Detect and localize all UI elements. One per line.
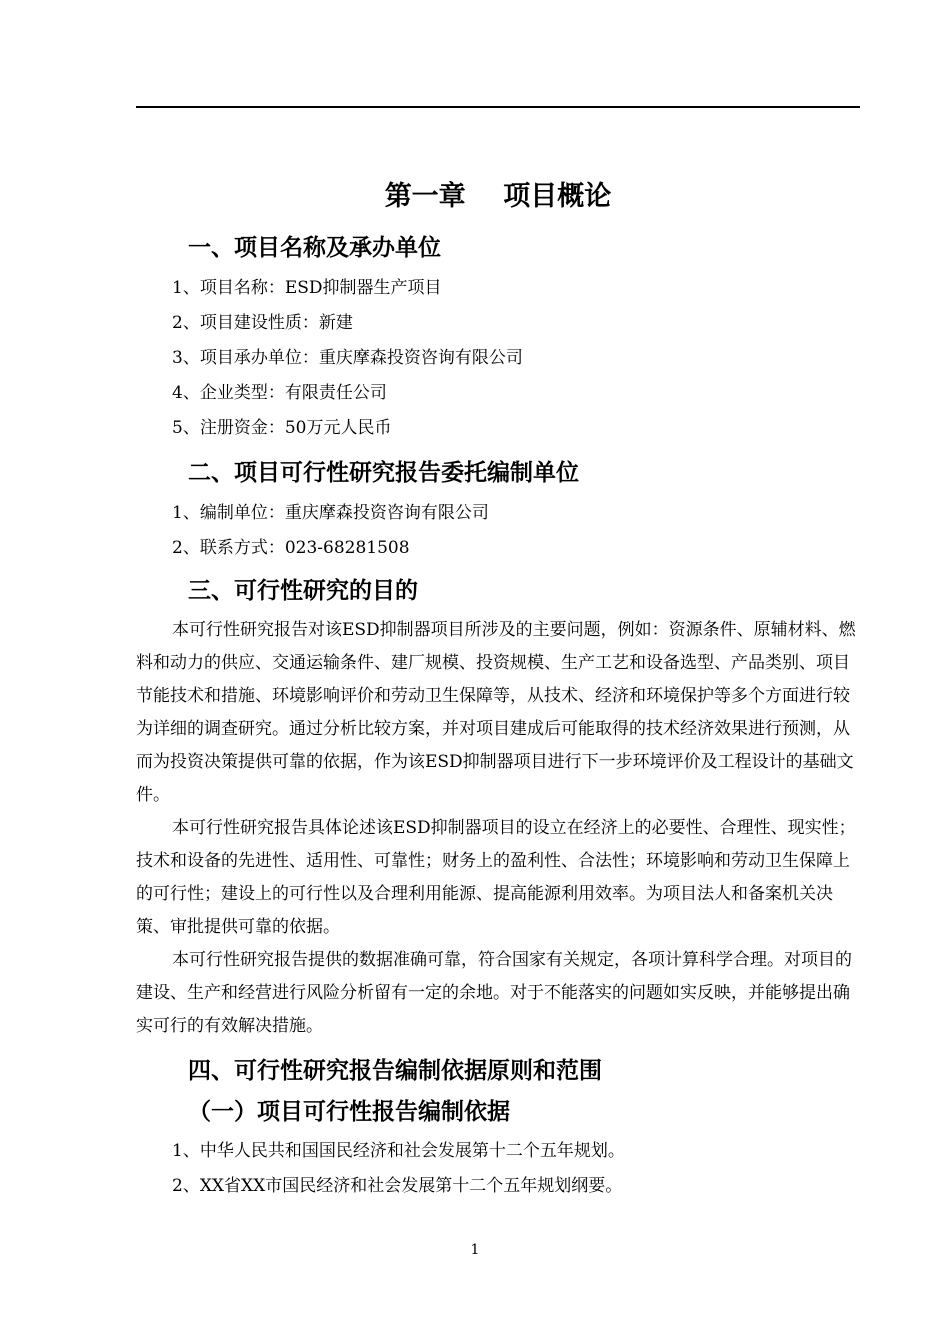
list-item: 2、项目建设性质：新建 (172, 313, 353, 333)
list-item: 3、项目承办单位：重庆摩森投资咨询有限公司 (172, 348, 523, 368)
list-item: 2、联系方式：023-68281508 (172, 538, 410, 558)
list-item: 1、项目名称：ESD抑制器生产项目 (172, 278, 442, 298)
list-item: 1、编制单位：重庆摩森投资咨询有限公司 (172, 503, 489, 523)
paragraph: 本可行性研究报告提供的数据准确可靠，符合国家有关规定，各项计算科学合理。对项目的建设、生产和经营进行风险分析留有一定的余地。对于不能落实的问题如实反映，并能够提出确实可行的有效解决措施。 (136, 950, 852, 1036)
sub-heading-1: （一）项目可行性报告编制依据 (188, 1099, 510, 1125)
chapter-title: 第一章 项目概论 (384, 181, 612, 212)
list-item: 2、XX省XX市国民经济和社会发展第十二个五年规划纲要。 (172, 1176, 623, 1196)
paragraph: 本可行性研究报告对该ESD抑制器项目所涉及的主要问题，例如：资源条件、原辅材料、燃料和动力的供应、交通运输条件、建厂规模、投资规模、生产工艺和设备选型、产品类别、项目节能技术和措施、环境影响评价和劳动卫生保障等，从技术、经济和环境保护等多个方面进行较为详细的调查研究。通过分析比较方案，并对项目建成后可能取得的技术经济效果进行预测，从而为投资决策提供可靠的依据，作为该ESD抑制器项目进行下一步环境评价及工程设计的基础文件。 (136, 620, 856, 805)
page-number: 1 (470, 1242, 480, 1258)
paragraph: 本可行性研究报告具体论述该ESD抑制器项目的设立在经济上的必要性、合理性、现实性；技术和设备的先进性、适用性、可靠性；财务上的盈利性、合法性；环境影响和劳动卫生保障上的可行性；建设上的可行性以及合理利用能源、提高能源利用效率。为项目法人和备案机关决策、审批提供可靠的依据。 (136, 818, 856, 937)
section-heading-1: 一、项目名称及承办单位 (188, 235, 441, 261)
list-item: 4、企业类型：有限责任公司 (172, 383, 387, 403)
section-heading-2: 二、项目可行性研究报告委托编制单位 (188, 460, 579, 486)
document-body (136, 176, 860, 1204)
list-item: 5、注册资金：50万元人民币 (172, 418, 392, 438)
section-heading-3: 三、可行性研究的目的 (188, 578, 418, 604)
list-item: 1、中华人民共和国国民经济和社会发展第十二个五年规划。 (172, 1141, 625, 1161)
section-heading-4: 四、可行性研究报告编制依据原则和范围 (188, 1058, 602, 1084)
header-rule (136, 106, 860, 108)
